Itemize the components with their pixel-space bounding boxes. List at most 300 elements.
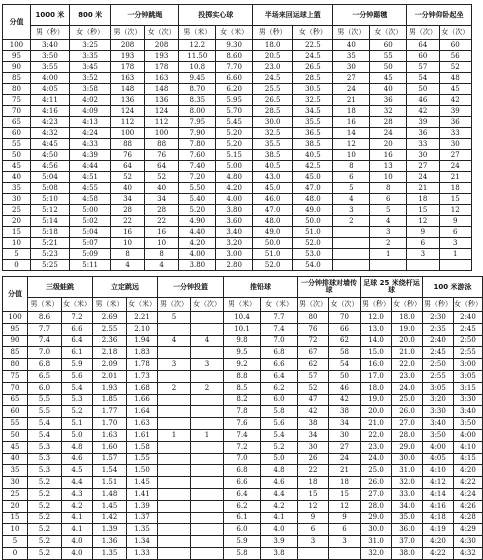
value-cell: 88 xyxy=(144,139,179,150)
value-cell xyxy=(333,260,370,271)
value-cell: 1.58 xyxy=(127,441,158,453)
value-cell: 26.0 xyxy=(392,406,423,418)
value-cell: 25.5 xyxy=(253,84,293,95)
value-cell: 30.0 xyxy=(253,117,293,128)
value-cell: 2.09 xyxy=(93,359,127,371)
value-cell: 2.80 xyxy=(216,260,253,271)
value-cell: 26.5 xyxy=(253,95,293,106)
value-cell: 8.5 xyxy=(224,382,261,394)
value-cell: 5.95 xyxy=(216,95,253,106)
value-cell: 3.00 xyxy=(216,249,253,260)
value-cell: 36 xyxy=(439,117,471,128)
value-cell: 1.34 xyxy=(127,536,158,548)
value-cell: 10 xyxy=(333,150,370,161)
value-cell: 32.5 xyxy=(253,128,293,139)
value-cell: 36.0 xyxy=(392,524,423,536)
value-cell: 60 xyxy=(370,40,407,51)
value-cell: 27 xyxy=(329,441,361,453)
value-cell: 3:52 xyxy=(69,73,110,84)
value-cell: 6.1 xyxy=(224,512,261,524)
value-cell: 4.2 xyxy=(62,500,93,512)
value-cell: 5:23 xyxy=(30,249,69,260)
value-cell: 35.5 xyxy=(293,117,333,128)
value-cell: 4:15 xyxy=(454,453,483,465)
value-cell: 7.6 xyxy=(224,418,261,430)
value-cell: 7.4 xyxy=(28,335,62,347)
value-cell: 1.54 xyxy=(93,465,127,477)
value-cell: 5 xyxy=(158,312,191,324)
value-cell xyxy=(191,477,224,489)
score-cell: 70 xyxy=(3,382,28,394)
value-cell: 38 xyxy=(329,406,361,418)
value-cell: 12 xyxy=(298,500,329,512)
value-cell xyxy=(191,441,224,453)
value-cell: 5.2 xyxy=(28,524,62,536)
score-cell: 65 xyxy=(3,117,31,128)
value-cell: 2.69 xyxy=(93,312,127,324)
value-cell: 5.5 xyxy=(28,406,62,418)
score-cell: 55 xyxy=(3,418,28,430)
value-cell: 38.0 xyxy=(392,547,423,559)
value-cell: 70 xyxy=(329,312,361,324)
value-cell: 30 xyxy=(329,429,361,441)
value-cell: 4:22 xyxy=(454,477,483,489)
value-cell: 12.0 xyxy=(361,312,392,324)
value-cell: 3 xyxy=(370,227,407,238)
value-cell: 4:02 xyxy=(69,95,110,106)
value-cell: 4:26 xyxy=(454,500,483,512)
value-cell: 5.9 xyxy=(224,536,261,548)
value-cell: 36.5 xyxy=(293,128,333,139)
value-cell: 9 xyxy=(329,512,361,524)
value-cell: 4:13 xyxy=(69,117,110,128)
unit-subheader: 男（秒） xyxy=(361,298,392,312)
value-cell: 5.2 xyxy=(28,488,62,500)
table-row xyxy=(3,500,483,512)
value-cell xyxy=(333,249,370,260)
score-cell: 90 xyxy=(3,62,31,73)
unit-subheader: 男（秒） xyxy=(253,26,293,40)
value-cell: 30 xyxy=(439,139,471,150)
value-cell: 49.0 xyxy=(253,227,293,238)
unit-subheader: 女（秒） xyxy=(392,298,423,312)
value-cell: 27.0 xyxy=(361,488,392,500)
value-cell: 7.90 xyxy=(179,128,216,139)
value-cell: 7.70 xyxy=(216,62,253,73)
value-cell: 34 xyxy=(111,194,145,205)
value-cell: 5.3 xyxy=(28,465,62,477)
value-cell: 20 xyxy=(370,139,407,150)
value-cell: 22 xyxy=(111,216,145,227)
value-cell: 4:50 xyxy=(30,150,69,161)
value-cell: 28 xyxy=(370,117,407,128)
score-column-header: 分值 xyxy=(3,277,28,312)
value-cell: 24.5 xyxy=(293,51,333,62)
score-cell: 30 xyxy=(3,477,28,489)
value-cell: 4:16 xyxy=(423,500,454,512)
value-cell: 1 xyxy=(158,429,191,441)
value-cell: 1.63 xyxy=(127,418,158,430)
unit-subheader: 女（米） xyxy=(216,26,253,40)
value-cell: 15 xyxy=(298,488,329,500)
value-cell: 4:14 xyxy=(423,488,454,500)
value-cell: 46.0 xyxy=(253,194,293,205)
value-cell: 21 xyxy=(333,95,370,106)
value-cell: 1.83 xyxy=(127,347,158,359)
value-cell: 72 xyxy=(298,335,329,347)
table-row xyxy=(3,347,483,359)
value-cell: 3.8 xyxy=(261,547,298,559)
table-row xyxy=(3,406,483,418)
value-cell: 33 xyxy=(407,139,439,150)
value-cell: 5:04 xyxy=(69,227,110,238)
value-cell: 32.5 xyxy=(293,95,333,106)
table-row xyxy=(3,139,472,150)
value-cell xyxy=(191,418,224,430)
table-row xyxy=(3,418,483,430)
value-cell: 6 xyxy=(407,238,439,249)
table-row xyxy=(3,249,472,260)
unit-subheader: 男（秒） xyxy=(30,26,69,40)
value-cell: 27.0 xyxy=(392,418,423,430)
value-cell: 58 xyxy=(329,347,361,359)
value-cell: 22.5 xyxy=(293,40,333,51)
value-cell: 4:44 xyxy=(69,161,110,172)
value-cell: 4.3 xyxy=(62,488,93,500)
group-header-football-dribble: 足球 25 米绕杆运球 xyxy=(361,277,423,298)
value-cell: 9 xyxy=(439,216,471,227)
value-cell: 4.00 xyxy=(216,194,253,205)
value-cell: 1.73 xyxy=(127,370,158,382)
value-cell: 29.0 xyxy=(361,512,392,524)
value-cell: 3.40 xyxy=(216,227,253,238)
value-cell: 4:20 xyxy=(423,536,454,548)
value-cell: 1.60 xyxy=(93,441,127,453)
value-cell: 21.0 xyxy=(361,418,392,430)
value-cell xyxy=(158,477,191,489)
unit-subheader: 男（米） xyxy=(179,26,216,40)
table-row xyxy=(3,335,483,347)
value-cell: 4:20 xyxy=(454,465,483,477)
value-cell: 1.37 xyxy=(127,512,158,524)
value-cell: 5.2 xyxy=(28,512,62,524)
score-table-skills xyxy=(2,276,483,560)
value-cell: 4:11 xyxy=(30,95,69,106)
value-cell: 7.0 xyxy=(261,335,298,347)
value-cell: 6.0 xyxy=(224,524,261,536)
value-cell: 5.40 xyxy=(179,194,216,205)
value-cell: 124 xyxy=(144,106,179,117)
value-cell: 3:05 xyxy=(423,382,454,394)
value-cell: 52.0 xyxy=(253,260,293,271)
value-cell: 4:56 xyxy=(30,161,69,172)
value-cell: 4:32 xyxy=(454,547,483,559)
value-cell: 40 xyxy=(144,183,179,194)
value-cell: 76 xyxy=(298,323,329,335)
value-cell: 7.2 xyxy=(224,441,261,453)
value-cell: 2:45 xyxy=(423,347,454,359)
value-cell: 46 xyxy=(407,95,439,106)
value-cell: 5.0 xyxy=(261,453,298,465)
value-cell: 18.0 xyxy=(361,382,392,394)
value-cell: 11.50 xyxy=(179,51,216,62)
value-cell: 34 xyxy=(298,429,329,441)
value-cell xyxy=(191,547,224,559)
value-cell: 10 xyxy=(370,172,407,183)
value-cell: 50.0 xyxy=(253,238,293,249)
value-cell: 7.4 xyxy=(224,429,261,441)
value-cell: 1.93 xyxy=(93,382,127,394)
value-cell: 7.0 xyxy=(28,347,62,359)
value-cell: 18.0 xyxy=(253,40,293,51)
value-cell: 28 xyxy=(111,205,145,216)
value-cell: 3:25 xyxy=(69,40,110,51)
value-cell: 2:50 xyxy=(423,359,454,371)
value-cell: 1.51 xyxy=(93,477,127,489)
table-row xyxy=(3,73,472,84)
value-cell: 4.6 xyxy=(62,453,93,465)
value-cell: 28.0 xyxy=(361,500,392,512)
score-cell: 80 xyxy=(3,359,28,371)
value-cell: 4:18 xyxy=(423,512,454,524)
group-header-medicine-ball: 投掷实心球 xyxy=(179,5,253,26)
value-cell: 193 xyxy=(111,51,145,62)
value-cell: 193 xyxy=(144,51,179,62)
value-cell: 1.63 xyxy=(93,429,127,441)
score-cell: 30 xyxy=(3,194,31,205)
value-cell: 40 xyxy=(111,183,145,194)
value-cell: 1.35 xyxy=(127,524,158,536)
score-column-header: 分值 xyxy=(3,5,31,40)
value-cell: 100 xyxy=(144,128,179,139)
value-cell: 3 xyxy=(329,536,361,548)
unit-subheader: 女（次） xyxy=(370,26,407,40)
value-cell: 55 xyxy=(370,51,407,62)
value-cell: 7.60 xyxy=(179,150,216,161)
value-cell: 4:39 xyxy=(69,150,110,161)
score-cell: 45 xyxy=(3,161,31,172)
value-cell: 4:00 xyxy=(423,441,454,453)
value-cell: 52 xyxy=(439,62,471,73)
value-cell: 4:58 xyxy=(69,194,110,205)
value-cell: 1 xyxy=(191,429,224,441)
value-cell: 26.5 xyxy=(293,62,333,73)
value-cell xyxy=(191,536,224,548)
group-header-triple-frog-jump: 三级蛙跳 xyxy=(28,277,93,298)
unit-subheader: 男（次） xyxy=(333,26,370,40)
value-cell: 37.0 xyxy=(392,536,423,548)
value-cell: 52 xyxy=(144,172,179,183)
unit-subheader: 女（次） xyxy=(144,26,179,40)
value-cell: 39 xyxy=(407,117,439,128)
value-cell: 5:08 xyxy=(30,183,69,194)
unit-subheader: 男（秒） xyxy=(423,298,454,312)
value-cell: 8.70 xyxy=(179,84,216,95)
value-cell: 28.5 xyxy=(293,73,333,84)
value-cell: 7.7 xyxy=(28,323,62,335)
value-cell: 6 xyxy=(298,524,329,536)
value-cell: 57 xyxy=(298,370,329,382)
value-cell: 18 xyxy=(439,183,471,194)
score-cell: 0 xyxy=(3,260,31,271)
score-cell: 25 xyxy=(3,205,31,216)
value-cell xyxy=(158,394,191,406)
value-cell: 3 xyxy=(439,238,471,249)
value-cell: 52.0 xyxy=(293,238,333,249)
value-cell: 16 xyxy=(333,117,370,128)
value-cell: 5.2 xyxy=(261,441,298,453)
table-row xyxy=(3,323,483,335)
value-cell: 8 xyxy=(144,249,179,260)
value-cell: 5.8 xyxy=(224,547,261,559)
value-cell: 42 xyxy=(329,394,361,406)
value-cell: 4:23 xyxy=(30,117,69,128)
value-cell: 1.36 xyxy=(93,536,127,548)
value-cell: 50 xyxy=(329,370,361,382)
value-cell xyxy=(439,260,471,271)
value-cell: 67 xyxy=(298,347,329,359)
group-header-layup: 半场来回运球上篮 xyxy=(253,5,333,26)
value-cell: 9.2 xyxy=(224,359,261,371)
table-row xyxy=(3,95,472,106)
value-cell: 16 xyxy=(370,150,407,161)
value-cell: 28.0 xyxy=(392,429,423,441)
score-cell: 70 xyxy=(3,106,31,117)
value-cell: 5.45 xyxy=(216,117,253,128)
value-cell: 30.5 xyxy=(293,84,333,95)
value-cell: 22 xyxy=(144,216,179,227)
value-cell: 4:55 xyxy=(69,183,110,194)
value-cell: 22.0 xyxy=(361,429,392,441)
value-cell: 2.55 xyxy=(93,323,127,335)
group-header-800m: 800 米 xyxy=(69,5,110,26)
value-cell: 7.8 xyxy=(224,406,261,418)
value-cell: 46 xyxy=(329,382,361,394)
value-cell: 1.50 xyxy=(127,465,158,477)
table-row xyxy=(3,161,472,172)
table-row xyxy=(3,117,472,128)
value-cell: 2 xyxy=(333,216,370,227)
value-cell: 5.5 xyxy=(28,394,62,406)
value-cell: 7.0 xyxy=(224,453,261,465)
score-cell: 50 xyxy=(3,429,28,441)
value-cell: 48.0 xyxy=(293,194,333,205)
value-cell: 5.8 xyxy=(261,406,298,418)
value-cell: 5.2 xyxy=(28,477,62,489)
value-cell xyxy=(191,323,224,335)
value-cell xyxy=(191,370,224,382)
value-cell: 4:28 xyxy=(454,512,483,524)
value-cell: 4:33 xyxy=(69,139,110,150)
value-cell xyxy=(158,323,191,335)
value-cell: 10.1 xyxy=(224,323,261,335)
table-row xyxy=(3,106,472,117)
value-cell: 16.0 xyxy=(361,359,392,371)
value-cell: 24.0 xyxy=(392,382,423,394)
unit-subheader: 女（秒） xyxy=(293,26,333,40)
value-cell: 42 xyxy=(298,406,329,418)
value-cell: 20.5 xyxy=(253,51,293,62)
value-cell: 5.4 xyxy=(62,382,93,394)
value-cell: 148 xyxy=(144,84,179,95)
value-cell: 7.20 xyxy=(179,172,216,183)
value-cell: 18 xyxy=(329,477,361,489)
value-cell: 1.39 xyxy=(127,500,158,512)
value-cell xyxy=(298,547,329,559)
value-cell: 5:11 xyxy=(69,260,110,271)
table-row xyxy=(3,260,472,271)
value-cell: 60 xyxy=(439,40,471,51)
value-cell: 4.00 xyxy=(179,249,216,260)
unit-subheader: 男（米） xyxy=(28,298,62,312)
value-cell: 15 xyxy=(407,205,439,216)
value-cell: 100 xyxy=(111,128,145,139)
value-cell: 14.0 xyxy=(361,335,392,347)
value-cell: 27 xyxy=(407,161,439,172)
value-cell: 4.2 xyxy=(261,500,298,512)
value-cell: 48.0 xyxy=(253,216,293,227)
value-cell: 34 xyxy=(144,194,179,205)
value-cell: 5 xyxy=(333,183,370,194)
value-cell: 6.5 xyxy=(28,370,62,382)
value-cell: 3.80 xyxy=(179,260,216,271)
value-cell: 6.4 xyxy=(62,335,93,347)
value-cell: 16 xyxy=(144,227,179,238)
value-cell: 27 xyxy=(333,73,370,84)
value-cell: 5.20 xyxy=(216,139,253,150)
value-cell: 4:30 xyxy=(454,536,483,548)
value-cell: 42 xyxy=(439,95,471,106)
value-cell: 64 xyxy=(407,40,439,51)
value-cell: 1.57 xyxy=(93,453,127,465)
value-cell: 8.6 xyxy=(28,312,62,324)
table-row xyxy=(3,51,472,62)
value-cell xyxy=(158,500,191,512)
value-cell: 5:04 xyxy=(30,172,69,183)
value-cell: 112 xyxy=(144,117,179,128)
table-row xyxy=(3,453,483,465)
value-cell: 2:55 xyxy=(454,347,483,359)
value-cell: 1 xyxy=(439,249,471,260)
value-cell: 45 xyxy=(370,73,407,84)
value-cell: 6 xyxy=(439,227,471,238)
value-cell: 8.8 xyxy=(224,370,261,382)
value-cell xyxy=(329,547,361,559)
value-cell: 1.64 xyxy=(127,406,158,418)
value-cell: 48 xyxy=(439,73,471,84)
value-cell: 148 xyxy=(111,84,145,95)
value-cell: 13.0 xyxy=(361,323,392,335)
value-cell: 27 xyxy=(439,150,471,161)
value-cell: 51.0 xyxy=(253,249,293,260)
value-cell: 3:15 xyxy=(454,382,483,394)
score-cell: 75 xyxy=(3,95,31,106)
value-cell: 8 xyxy=(333,161,370,172)
value-cell: 9.45 xyxy=(179,73,216,84)
value-cell: 15 xyxy=(329,488,361,500)
value-cell: 10 xyxy=(144,238,179,249)
value-cell: 1.48 xyxy=(93,488,127,500)
table-row xyxy=(3,429,483,441)
value-cell xyxy=(158,536,191,548)
value-cell: 4.4 xyxy=(261,488,298,500)
value-cell: 25.0 xyxy=(392,394,423,406)
value-cell: 34 xyxy=(329,418,361,430)
value-cell: 5.1 xyxy=(62,418,93,430)
value-cell xyxy=(370,260,407,271)
value-cell: 1 xyxy=(370,249,407,260)
value-cell: 2.36 xyxy=(93,335,127,347)
